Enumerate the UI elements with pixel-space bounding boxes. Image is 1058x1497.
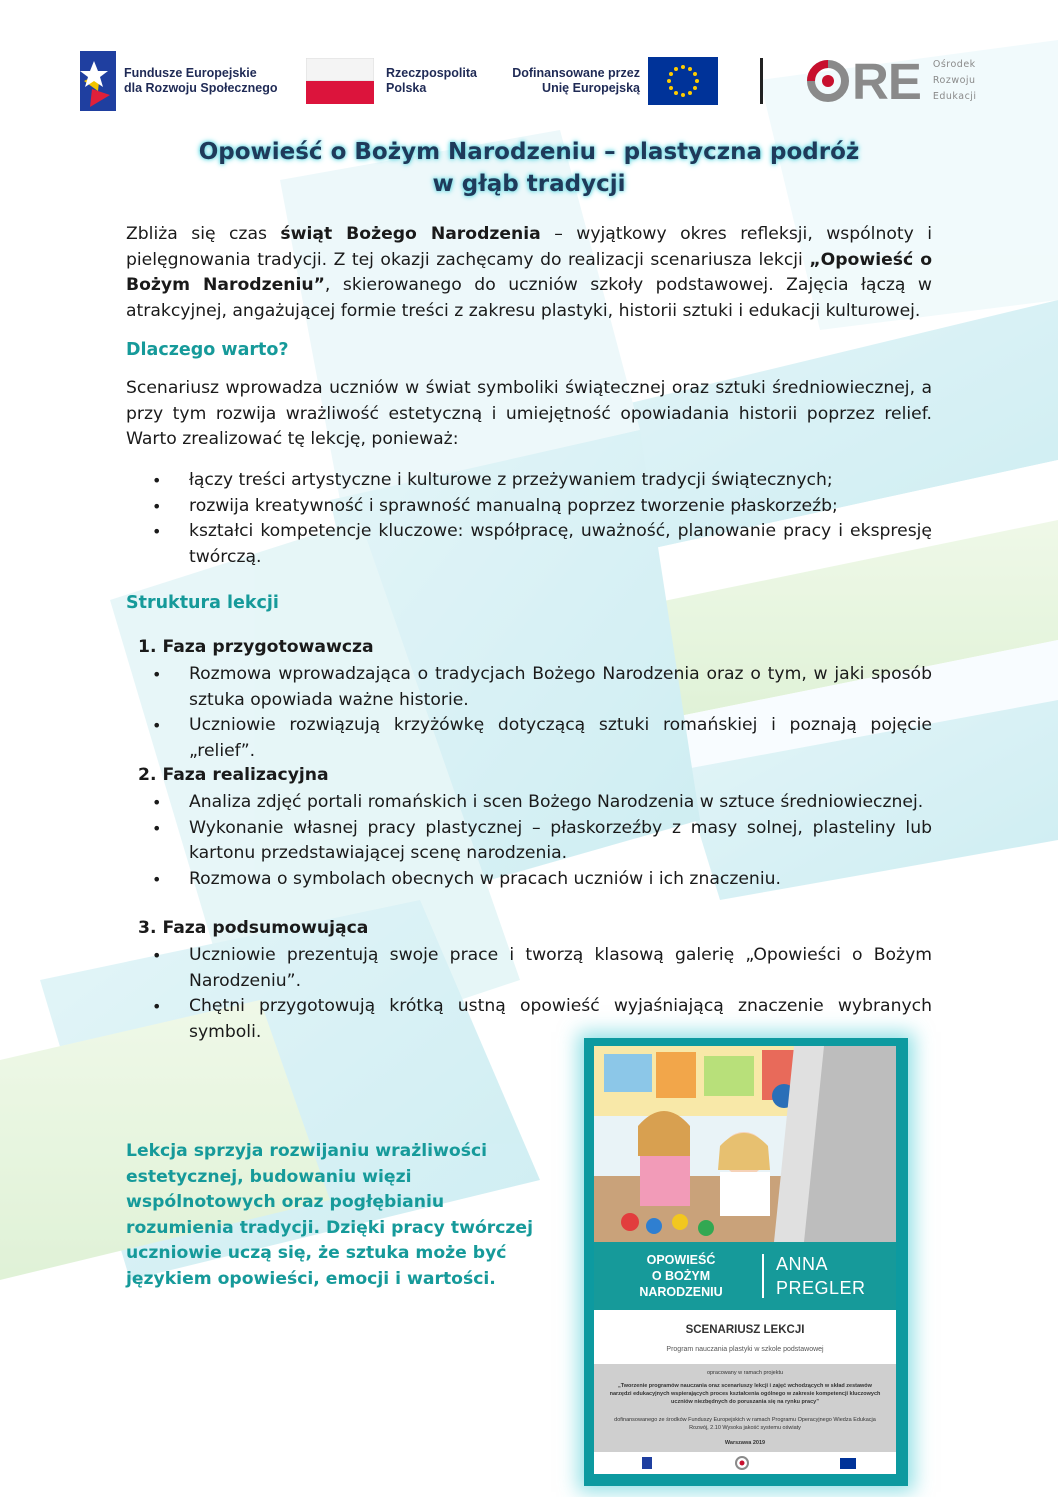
phase-1-list <box>152 662 932 764</box>
ore-logo-subtitle: Ośrodek Rozwoju Edukacji <box>932 59 977 102</box>
poland-text: Rzeczpospolita Polska <box>386 66 477 95</box>
european-funds-text: Fundusze Europejskie dla Rozwoju Społecznego <box>124 66 278 95</box>
cover-type: SCENARIUSZ LEKCJI <box>685 1324 805 1336</box>
why-list <box>152 468 932 570</box>
cover-project-intro: opracowany w ramach projektu <box>706 1370 784 1376</box>
list-item: • Chętni przygotowują krótką ustną opowieść wyjaśniającą znaczenie wybranych symboli. <box>152 994 932 1045</box>
phase-3-list <box>152 943 932 1045</box>
european-funds-star-icon <box>80 51 116 111</box>
european-funds-logo <box>80 48 290 114</box>
polish-flag-icon <box>306 58 374 104</box>
list-item: • Rozmowa wprowadzająca o tradycjach Bożego Narodzenia oraz o tym, w jaki sposób sztuka opowiada ważne historie. <box>152 662 932 713</box>
intro-paragraph: Zbliża się czas świąt Bożego Narodzenia – wyjątkowy okres refleksji, wspólnoty i pielęgnowania tradycji. Z tej okazji zachęcamy do realizacji scenariusza lekcji „Opowieść o Bożym Narodzeniu”, skierowanego do uczniów szkoły podstawowej. Zajęcia łączą w atrakcyjnej, angażującej formie treści z zakresu plastyki, historii sztuki i edukacji kulturowej. <box>126 224 932 321</box>
ore-logo <box>806 52 1006 110</box>
list-item: • Uczniowie rozwiązują krzyżówkę dotyczącą sztuki romańskiej i poznają pojęcie „relief”. <box>152 713 932 764</box>
list-item: • Uczniowie prezentują swoje prace i tworzą klasową galerię „Opowieści o Bożym Narodzeniu”. <box>152 943 932 994</box>
why-paragraph: Scenariusz wprowadza uczniów w świat symboliki świątecznej oraz sztuki średniowiecznej, a przy tym rozwija wrażliwość estetyczną i umiejętność opowiadania historii poprzez relief. Warto zrealizować tę lekcję, ponieważ: <box>126 378 932 449</box>
why-heading: Dlaczego warto? <box>126 340 289 360</box>
ore-ring-icon <box>806 59 850 103</box>
cover-title-band <box>594 1242 896 1310</box>
list-item: • łączy treści artystyczne i kulturowe z przeżywaniem tradycji świątecznych; <box>152 468 932 494</box>
cover-logos-strip <box>594 1452 896 1474</box>
page-title: Opowieść o Bożym Narodzeniu – plastyczna podróż w głąb tradycji <box>198 139 860 197</box>
eu-flag-icon <box>648 57 718 105</box>
scenario-cover-image <box>584 1038 908 1486</box>
list-item: • Wykonanie własnej pracy plastycznej – płaskorzeźby z masy solnej, plasteliny lub kartonu przedstawiającej scenę narodzenia. <box>152 816 932 867</box>
list-item: • kształci kompetencje kluczowe: współpracę, uważność, planowanie pracy i ekspresję twórczą. <box>152 519 932 570</box>
phase-2-title: 2. Faza realizacyjna <box>138 765 329 785</box>
cover-author: ANNA PREGLER <box>776 1254 866 1298</box>
eu-cofunded-logo <box>506 56 721 106</box>
eu-cofunded-text: Dofinansowane przez Unię Europejską <box>512 66 640 95</box>
cover-info-block <box>594 1364 896 1474</box>
cover-divider <box>762 1254 764 1298</box>
list-item: • Analiza zdjęć portali romańskich i scen Bożego Narodzenia w sztuce średniowiecznej. <box>152 790 932 816</box>
children-painting-photo <box>594 1046 896 1242</box>
phase-1-title: 1. Faza przygotowawcza <box>138 637 374 657</box>
logo-separator <box>760 58 763 104</box>
cover-place-year: Warszawa 2019 <box>724 1440 766 1446</box>
closing-paragraph: Lekcja sprzyja rozwijaniu wrażliwości estetycznej, budowaniu więzi wspólnotowych oraz pogłębianiu rozumienia tradycji. Dzięki pracy twórczej uczniowie uczą się, że sztuka może być językiem opowieści, emocji i wartości. <box>126 1141 533 1289</box>
phase-3-title: 3. Faza podsumowująca <box>138 918 369 938</box>
cover-funding: dofinansowanego ze środków Funduszy Europejskich w ramach Programu Operacyjnego Wiedza Edukacja Rozwój, 2.10 Wysoka jakość systemu oświaty <box>614 1417 876 1431</box>
list-item: • rozwija kreatywność i sprawność manualną poprzez tworzenie płaskorzeźb; <box>152 494 932 520</box>
cover-project-name: „Tworzenie programów nauczania oraz scenariuszy lekcji i zajęć wchodzących w skład zestawów narzędzi edukacyjnych wspierających proces kształcenia ogólnego w zakresie kompetencji kluczowych uczniów niezbędnych do poruszania się na rynku pracy” <box>609 1383 881 1405</box>
cover-subtitle: Program nauczania plastyki w szkole podstawowej <box>666 1346 824 1353</box>
poland-logo <box>306 56 496 106</box>
list-item: • Rozmowa o symbolach obecnych w pracach uczniów i ich znaczeniu. <box>152 867 932 893</box>
phase-2-list <box>152 790 932 892</box>
structure-heading: Struktura lekcji <box>126 593 279 613</box>
cover-page <box>594 1046 896 1474</box>
cover-title: OPOWIEŚĆ O BOŻYM NARODZENIU <box>639 1253 723 1299</box>
ore-logo-word: RE <box>806 56 921 107</box>
